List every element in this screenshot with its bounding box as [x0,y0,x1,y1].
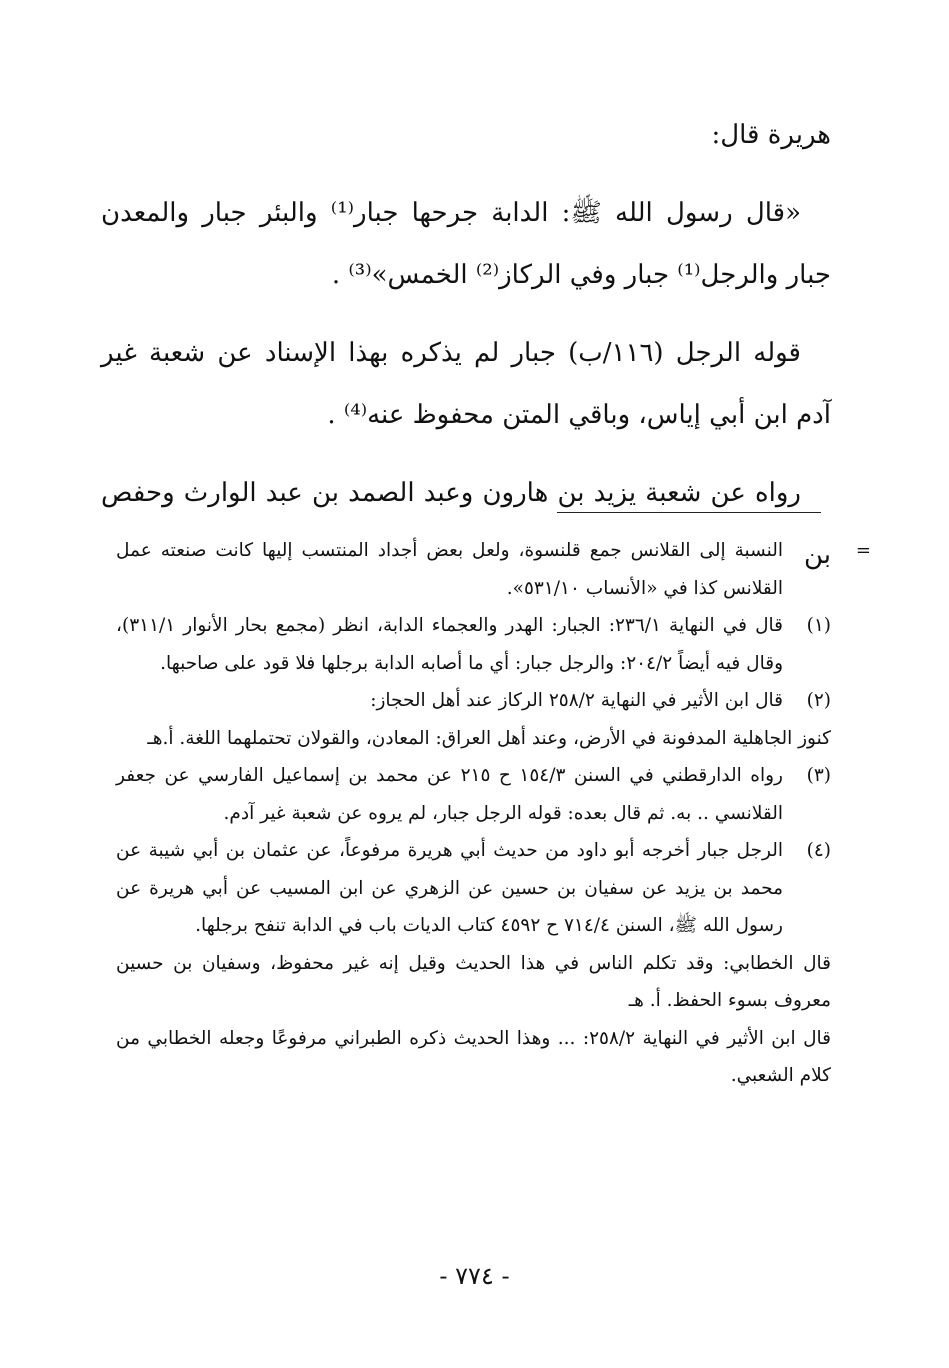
footnote-continuation-text: النسبة إلى القلانس جمع قلنسوة، ولعل بعض أجداد المنتسب إليها كانت صنعته عمل القلانس كذا في «الأنساب ٥٣١/١٠». [116,540,783,599]
footnote-1 [116,607,831,682]
main-paragraph-4: رواه عن شعبة يزيد بن هارون وعبد الصمد بن عبد الوارث وحفص بن [101,478,831,570]
footnote-2-number: (٢) [806,690,831,711]
footnotes [116,532,871,1095]
footnote-4 [116,832,831,945]
footnote-1-number: (١) [806,615,831,636]
page-number: - ٧٧٤ - [439,1262,510,1290]
main-paragraph-3: قوله الرجل (١١٦/ب) جبار لم يذكره بهذا الإسناد عن شعبة غير آدم ابن أبي إياس، وباقي المتن محفوظ عنه⁽⁴⁾ . [101,338,831,430]
footnote-1-text: قال في النهاية ٢٣٦/١: الجبار: الهدر والعجماء الدابة، انظر (مجمع بحار الأنوار ٣١١/١)، وقال فيه أيضاً ٢٠٤/٢: والرجل جبار: أي ما أصابه الدابة برجلها فلا قود على صاحبها. [116,615,783,674]
footnote-3 [116,757,831,832]
footnote-4-number: (٤) [806,840,831,861]
main-paragraph-2: «قال رسول الله ﷺ: الدابة جرحها جبار⁽¹⁾ والبئر جبار والمعدن جبار والرجل⁽¹⁾ جبار وفي الركاز⁽²⁾ الخمس»⁽³⁾ . [101,198,831,290]
footnote-separator [557,512,821,513]
footnote-4-text-a: الرجل جبار أخرجه أبو داود من حديث أبي هريرة مرفوعاً، عن عثمان بن أبي شيبة عن محمد بن يزيد عن سفيان بن حسين عن الزهري عن ابن المسيب عن أبي هريرة عن رسول الله ﷺ، السنن ٧١٤/٤ ح ٤٥٩٢ كتاب الديات باب في الدابة تنفح برجلها. [116,840,783,936]
footnote-2-text-a: قال ابن الأثير في النهاية ٢٥٨/٢ الركاز عند أهل الحجاز: [370,690,783,711]
footnote-3-text: رواه الدارقطني في السنن ١٥٤/٣ ح ٢١٥ عن محمد بن إسماعيل الفارسي عن جعفر القلانسي .. به. ثم قال بعده: قوله الرجل جبار، لم يروه عن شعبة غير آدم. [116,765,783,824]
footnote-4-text-b: قال الخطابي: وقد تكلم الناس في هذا الحديث وقيل إنه غير محفوظ، وسفيان بن حسين معروف بسوء الحفظ. أ. هـ [116,952,831,1011]
footnote-2 [116,682,831,720]
continuation-mark: = [855,540,871,561]
footnote-3-number: (٣) [806,765,831,786]
main-text [101,104,831,586]
footnote-4-text-c: قال ابن الأثير في النهاية ٢٥٨/٢: ... وهذا الحديث ذكره الطبراني مرفوعًا وجعله الخطابي من كلام الشعبي. [116,1027,831,1086]
main-paragraph-1: هريرة قال: [711,120,831,150]
footnote-2-text-b: كنوز الجاهلية المدفونة في الأرض، وعند أهل العراق: المعادن، والقولان تحتملهما اللغة. أ.هـ [147,727,831,749]
footnote-continuation [116,532,871,607]
